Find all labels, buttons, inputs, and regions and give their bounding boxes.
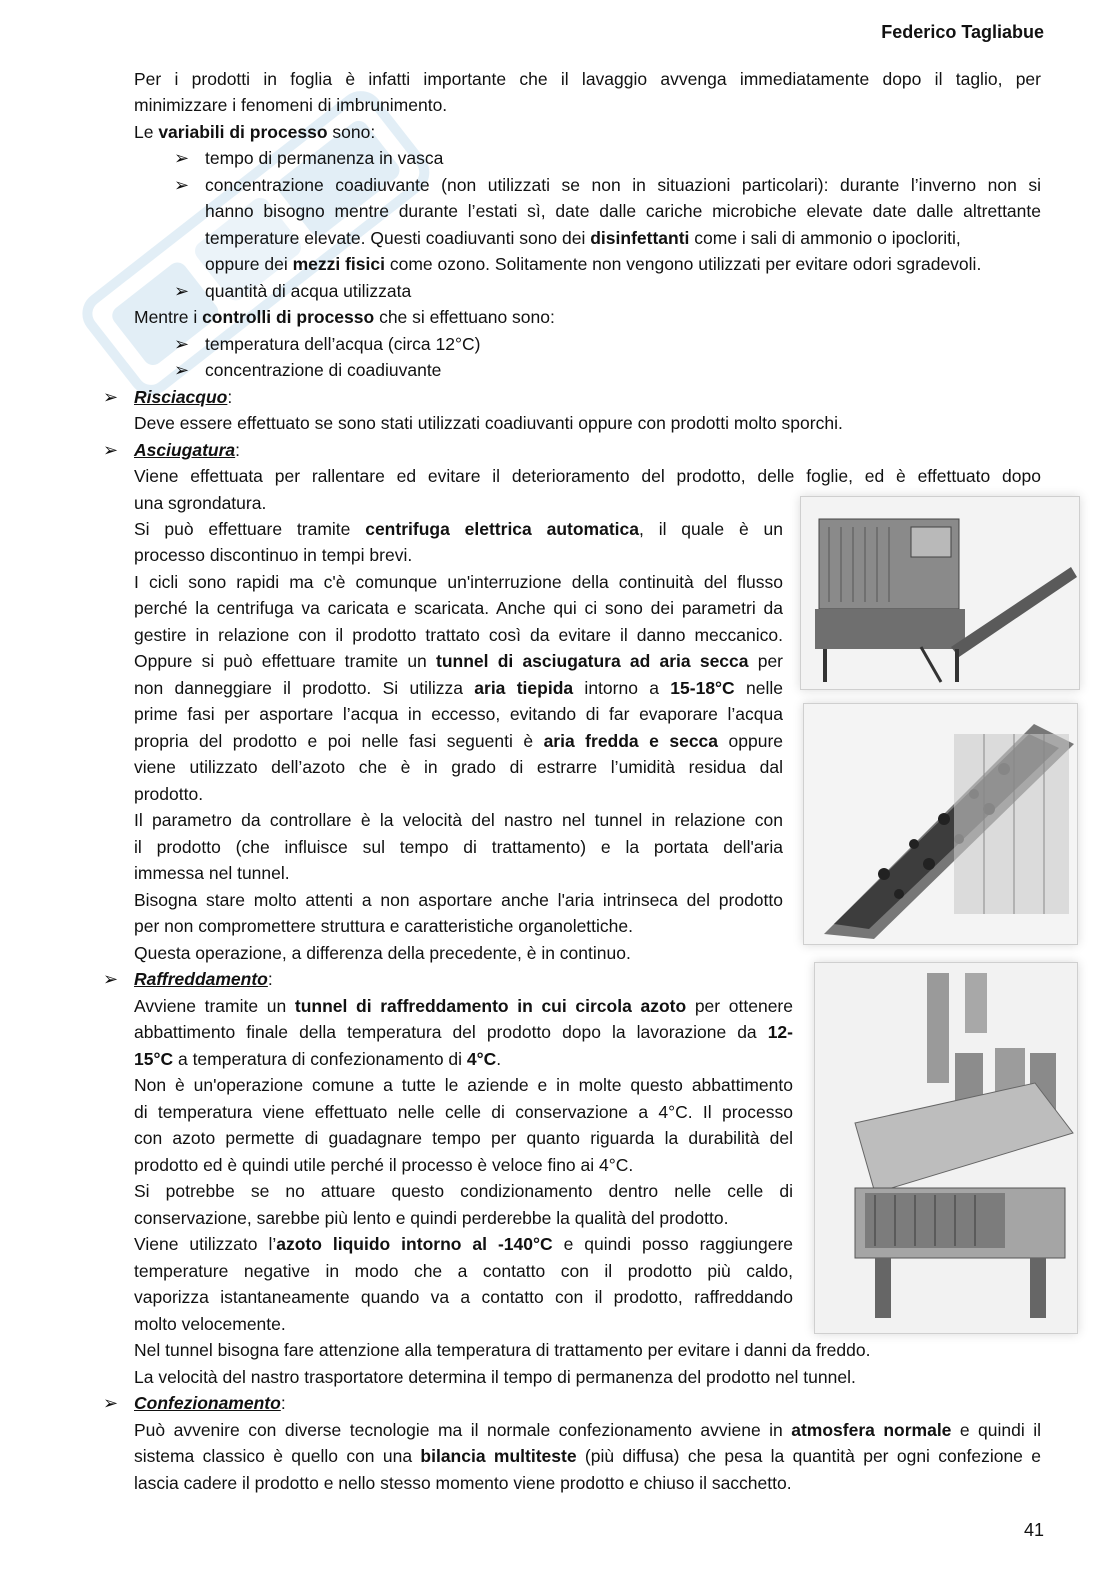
cooling-tunnel-photo [814,962,1078,1334]
bold-term: 15°C [134,1049,174,1069]
bullet-item: concentrazione di coadiuvante [205,360,442,380]
text-line: Il parametro da controllare è la velocità del nastro nel tunnel in relazione con [134,810,783,830]
paragraph-line [134,463,1041,489]
text-span: Può avvenire con diverse tecnologie ma il normale confezionamento avviene in [134,1420,792,1440]
text-span: a temperatura di confezionamento di [173,1049,467,1069]
header-author: Federico Tagliabue [881,22,1044,42]
bold-term: controlli di processo [202,307,375,327]
paragraph-line: Nel tunnel bisogna fare attenzione alla temperatura di trattamento per evitare i danni da freddo. [134,1340,871,1360]
text-span: (più diffusa) che pesa la quantità per ogni confezione e [576,1446,1041,1466]
text-span: non danneggiare il prodotto. Si utilizza [134,678,475,698]
bold-term: 12- [767,1022,793,1042]
paragraph-line: La velocità del nastro trasportatore determina il tempo di permanenza del prodotto nel tunnel. [134,1367,856,1387]
text-line: Per i prodotti in foglia è infatti importante che il lavaggio avvenga immediatamente dopo il taglio, per [134,69,1041,89]
paragraph-line: immessa nel tunnel. [134,863,290,883]
text-span: . [496,1049,502,1069]
bold-term: 15-18°C [670,678,735,698]
arrow-bullet-icon: ➢ [103,387,119,407]
bold-term: aria fredda e secca [543,731,719,751]
text-span: Oppure si può effettuare tramite un [134,651,436,671]
paragraph-line [134,569,783,595]
text-span: intorno a [573,678,671,698]
text-line: perché la centrifuga va caricata e scaricata. Anche qui ci sono dei parametri da [134,598,783,618]
paragraph-line [134,728,783,754]
paragraph-line: prodotto ed è quindi utile perché il processo è veloce fino ai 4°C. [134,1155,634,1175]
paragraph-line: Deve essere effettuato se sono stati utilizzati coadiuvanti oppure con prodotti molto sporchi. [134,413,843,433]
paragraph-line [134,807,783,833]
arrow-bullet-icon: ➢ [174,175,190,195]
paragraph-line [134,1443,1041,1469]
paragraph-line: per non compromettere struttura e caratteristiche organolettiche. [134,916,633,936]
bullet-item: tempo di permanenza in vasca [205,148,444,168]
arrow-bullet-icon: ➢ [174,148,190,168]
paragraph-line [134,701,783,727]
text-line: I cicli sono rapidi ma c'è comunque un'interruzione della continuità del flusso [134,572,783,592]
paragraph-line [134,516,783,542]
text-span: Le [134,122,159,142]
paragraph-line: molto velocemente. [134,1314,286,1334]
section-risciacquo: Risciacquo: [134,387,233,407]
text-span: sono: [327,122,376,142]
text-span: Si può effettuare tramite [134,519,366,539]
section-asciugatura: Asciugatura: [134,440,241,460]
paragraph-line: una sgrondatura. [134,493,267,513]
paragraph-line [134,834,783,860]
bullet-item-continued [205,251,981,277]
text-line: gestire in relazione con il prodotto trattato così da evitare il danno meccanico. [134,625,783,645]
bold-term: mezzi fisici [292,254,385,274]
text-span: che si effettuano sono: [374,307,555,327]
section-confezionamento: Confezionamento: [134,1393,286,1413]
text-line: hanno bisogno mentre durante l’estati sì, date dalle cariche microbiche elevate date dalle altrettante [205,201,1041,221]
paragraph-line: processo discontinuo in tempi brevi. [134,545,413,565]
bold-term: aria tiepida [474,678,574,698]
paragraph-line [134,993,793,1019]
paragraph-line: conservazione, sarebbe più lento e quindi perderebbe la qualità del prodotto. [134,1208,729,1228]
paragraph-line: prodotto. [134,784,204,804]
text-span: Avviene tramite un [134,996,295,1016]
text-span: e quindi il [951,1420,1041,1440]
paragraph-line [134,1231,793,1257]
paragraph-line [134,595,783,621]
paragraph-line [134,66,1041,92]
bullet-item: quantità di acqua utilizzata [205,281,412,301]
text-line: Viene effettuata per rallentare ed evitare il deterioramento del prodotto, delle foglie, ed è effettuato dopo [134,466,1041,486]
section-title: Asciugatura [134,440,236,460]
paragraph-line [134,754,783,780]
text-line: Bisogna stare molto attenti a non asportare anche l'aria intrinseca del prodotto [134,890,783,910]
paragraph-line: minimizzare i fenomeni di imbrunimento. [134,95,448,115]
text-span: e quindi posso raggiungere [552,1234,794,1254]
arrow-bullet-icon: ➢ [103,969,119,989]
bold-term: disinfettanti [590,228,690,248]
paragraph-line [134,1125,793,1151]
text-line: concentrazione coadiuvante (non utilizzati se non in situazioni particolari): durante l’inverno non si [205,175,1041,195]
controls-heading [134,304,555,330]
paragraph-line [134,1417,1041,1443]
paragraph-line [134,1284,793,1310]
text-span: come ozono. Solitamente non vengono utilizzati per evitare odori sgradevoli. [384,254,982,274]
paragraph-line [134,622,783,648]
drying-tunnel-photo [803,703,1078,945]
arrow-bullet-icon: ➢ [174,281,190,301]
paragraph-line [134,1019,793,1045]
arrow-bullet-icon: ➢ [103,440,119,460]
section-raffreddamento: Raffreddamento: [134,969,273,989]
bold-term: bilancia multiteste [420,1446,577,1466]
bold-term: tunnel di asciugatura ad aria secca [436,651,749,671]
paragraph-line [134,648,783,674]
paragraph-line [134,1046,501,1072]
text-line: con azoto permette di guadagnare tempo per quanto riguarda la durabilità del [134,1128,793,1148]
text-span: nelle [734,678,783,698]
text-span: come i sali di ammonio o ipocloriti, [689,228,961,248]
paragraph-line [134,675,783,701]
section-title: Raffreddamento [134,969,268,989]
text-span: per ottenere [686,996,793,1016]
text-span: sistema classico è quello con una [134,1446,421,1466]
text-line: vaporizza istantaneamente quando va a contatto con il prodotto, raffreddando [134,1287,793,1307]
text-line: Si potrebbe se no attuare questo condizionamento dentro nelle celle di [134,1181,793,1201]
text-line: il prodotto (che influisce sul tempo di trattamento) e la portata dell'aria [134,837,783,857]
bold-term: atmosfera normale [791,1420,952,1440]
bold-term: azoto liquido intorno al -140°C [276,1234,553,1254]
text-line: temperature negative in modo che a contatto con il prodotto più caldo, [134,1261,793,1281]
variables-heading [134,119,375,145]
section-title: Risciacquo [134,387,228,407]
bullet-item-continued [205,225,961,251]
text-span: Viene utilizzato l’ [134,1234,277,1254]
paragraph-line [134,1072,793,1098]
section-title: Confezionamento [134,1393,281,1413]
centrifuge-machine-photo [800,496,1080,690]
text-line: viene utilizzato dell’azoto che è in grado di estrarre l’umidità residua dal [134,757,783,777]
bold-term: centrifuga elettrica automatica [365,519,639,539]
text-line: di temperatura viene effettuato nelle celle di conservazione a 4°C. Il processo [134,1102,793,1122]
paragraph-line [134,1099,793,1125]
page-number: 41 [1023,1520,1044,1540]
text-span: temperature elevate. Questi coadiuvanti sono dei [205,228,591,248]
bullet-item [205,172,1041,198]
bold-term: variabili di processo [158,122,328,142]
paragraph-line [134,887,783,913]
text-span: , il quale è un [639,519,784,539]
paragraph-line [134,1178,793,1204]
text-span: Mentre i [134,307,203,327]
text-span: propria del prodotto e poi nelle fasi seguenti è [134,731,544,751]
text-span: oppure dei [205,254,293,274]
text-span: per [748,651,784,671]
paragraph-line: lascia cadere il prodotto e nello stesso momento viene prodotto e chiuso il sacchetto. [134,1473,792,1493]
bold-term: tunnel di raffreddamento in cui circola azoto [294,996,687,1016]
arrow-bullet-icon: ➢ [174,360,190,380]
arrow-bullet-icon: ➢ [174,334,190,354]
text-span: abbattimento finale della temperatura del prodotto dopo la lavorazione da [134,1022,768,1042]
text-line: Non è un'operazione comune a tutte le aziende e in molte questo abbattimento [134,1075,793,1095]
arrow-bullet-icon: ➢ [103,1393,119,1413]
bullet-item-continued [205,198,1041,224]
bullet-item: temperatura dell’acqua (circa 12°C) [205,334,481,354]
paragraph-line: Questa operazione, a differenza della precedente, è in continuo. [134,943,631,963]
text-line: prime fasi per asportare l’acqua in eccesso, evitando di far evaporare l’acqua [134,704,783,724]
bold-term: 4°C [466,1049,497,1069]
text-span: oppure [718,731,784,751]
paragraph-line [134,1258,793,1284]
